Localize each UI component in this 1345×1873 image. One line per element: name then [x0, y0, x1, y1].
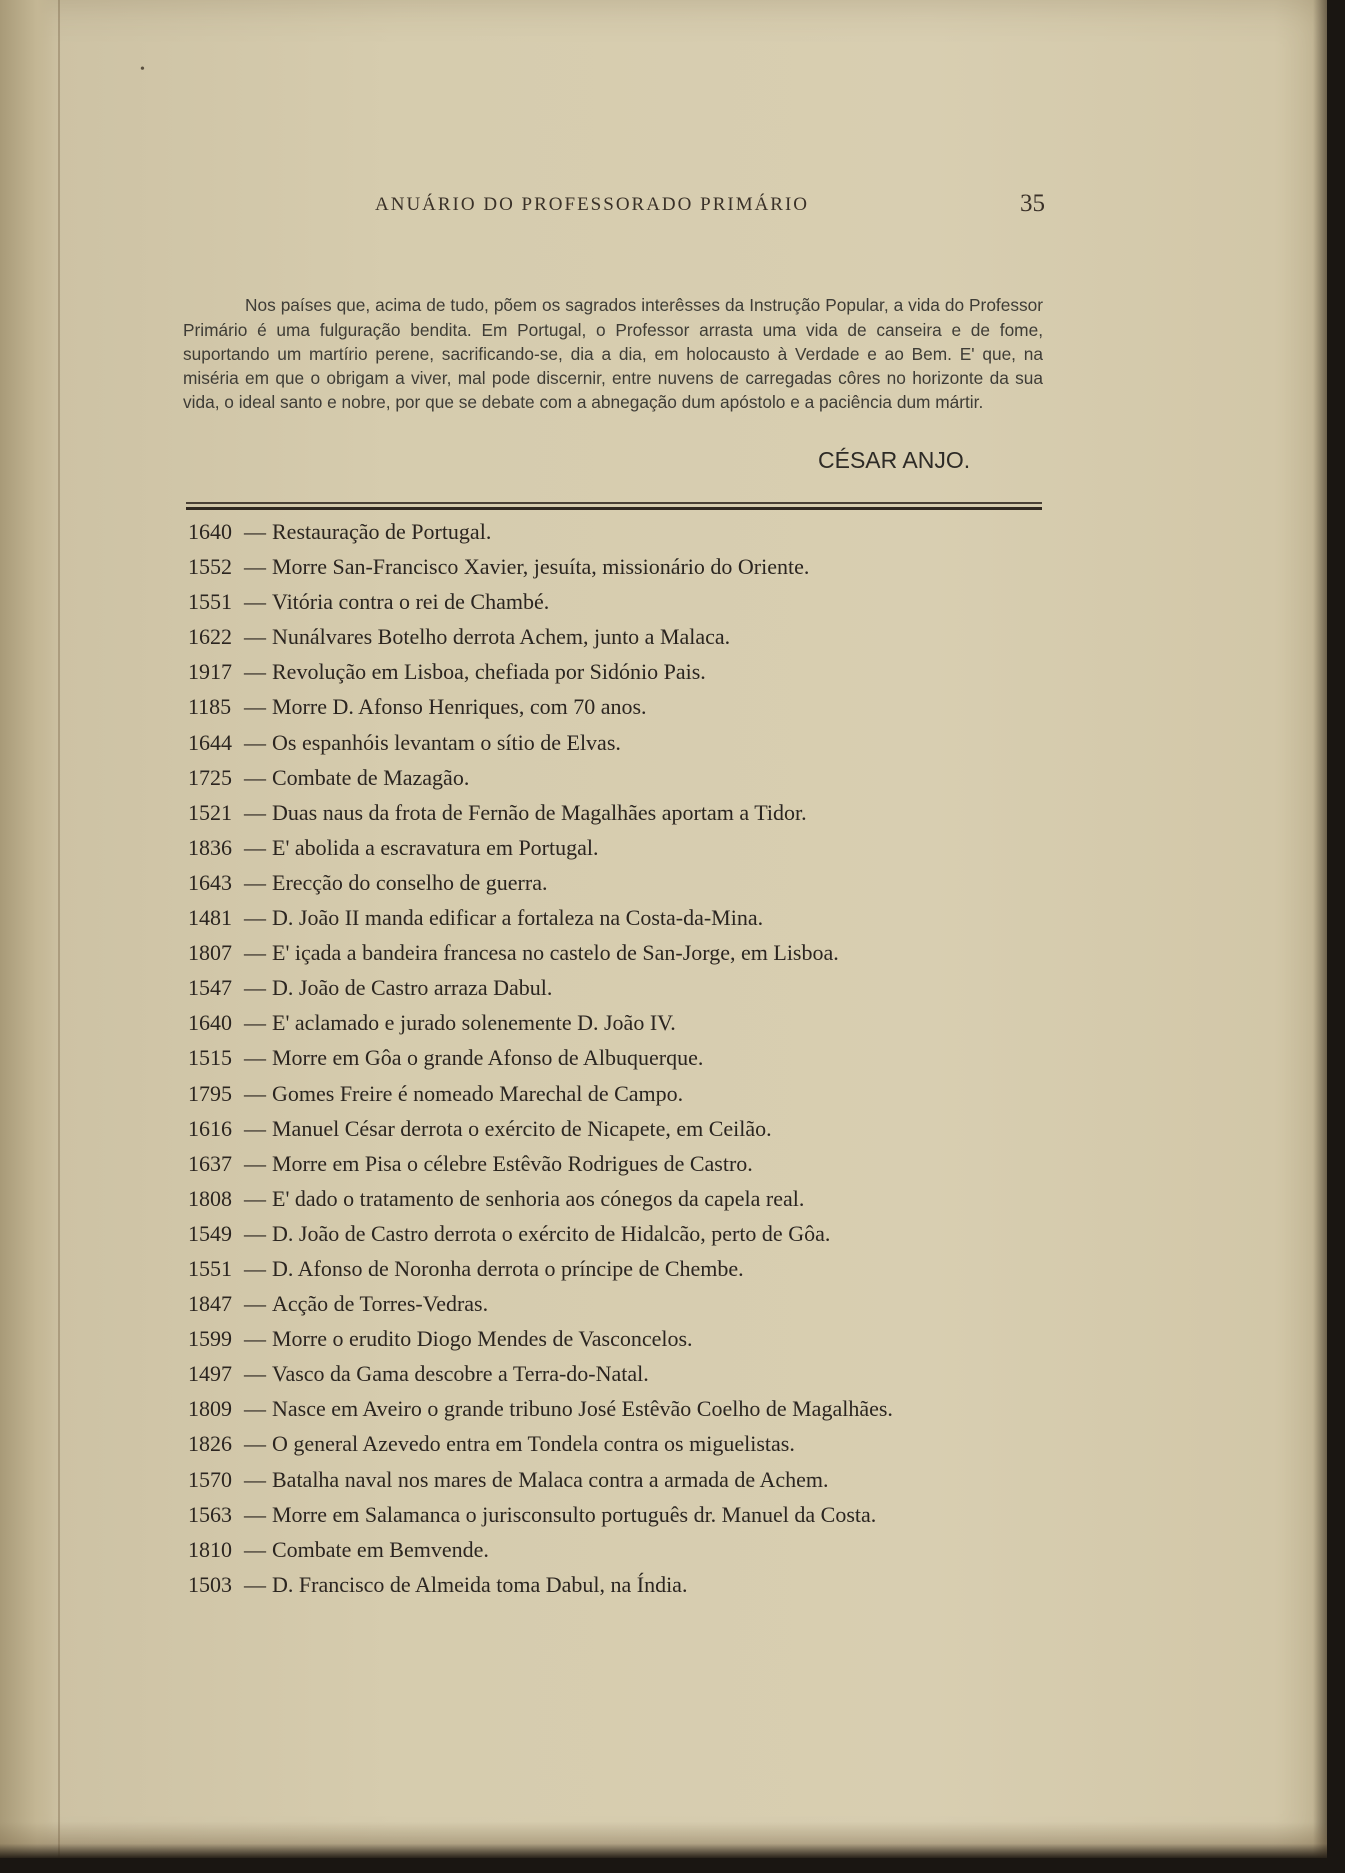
- event-dash: —: [244, 1536, 266, 1562]
- event-row: [188, 1076, 1078, 1111]
- event-row: [188, 514, 1078, 549]
- event-dash: —: [244, 1291, 266, 1317]
- event-year: 1795: [188, 1080, 232, 1106]
- event-text: Morre o erudito Diogo Mendes de Vasconcelos.: [272, 1326, 693, 1352]
- event-text: E' aclamado e jurado solenemente D. João IV.: [272, 1010, 676, 1036]
- event-year: 1807: [188, 940, 232, 966]
- event-row: [188, 795, 1078, 830]
- event-text: Morre D. Afonso Henriques, com 70 anos.: [272, 694, 647, 720]
- event-text: Nunálvares Botelho derrota Achem, junto a Malaca.: [272, 624, 731, 650]
- event-text: Morre San-Francisco Xavier, jesuíta, missionário do Oriente.: [272, 554, 810, 580]
- page-number: 35: [1020, 190, 1045, 217]
- event-year: 1185: [188, 694, 232, 720]
- page-bottom-edge: [0, 1822, 1327, 1858]
- event-year: 1640: [188, 519, 232, 544]
- event-dash: —: [244, 1220, 266, 1246]
- event-dash: —: [244, 940, 266, 966]
- event-text: Os espanhóis levantam o sítio de Elvas.: [272, 729, 621, 755]
- event-text: Restauração de Portugal.: [272, 519, 492, 544]
- event-year: 1808: [188, 1185, 232, 1211]
- event-row: [188, 830, 1078, 865]
- event-row: [188, 1146, 1078, 1181]
- event-year: 1622: [188, 624, 232, 650]
- event-dash: —: [244, 659, 266, 685]
- event-text: D. João de Castro arraza Dabul.: [272, 975, 553, 1001]
- event-text: D. João de Castro derrota o exército de Hidalcão, perto de Gôa.: [272, 1220, 831, 1246]
- event-year: 1547: [188, 975, 232, 1001]
- event-text: D. João II manda edificar a fortaleza na Costa-da-Mina.: [272, 905, 764, 931]
- event-text: Manuel César derrota o exército de Nicapete, em Ceilão.: [272, 1115, 772, 1141]
- event-row: [188, 1111, 1078, 1146]
- event-year: 1521: [188, 799, 232, 825]
- event-text: Duas naus da frota de Fernão de Magalhães aportam a Tidor.: [272, 799, 807, 825]
- event-dash: —: [244, 1571, 266, 1597]
- gutter-line: [58, 0, 60, 1858]
- event-text: Morre em Gôa o grande Afonso de Albuquerque.: [272, 1045, 704, 1071]
- event-dash: —: [244, 799, 266, 825]
- event-text: Revolução em Lisboa, chefiada por Sidónio Pais.: [272, 659, 706, 685]
- event-row: [188, 584, 1078, 619]
- event-year: 1826: [188, 1431, 232, 1457]
- event-dash: —: [244, 764, 266, 790]
- event-dash: —: [244, 1115, 266, 1141]
- event-dash: —: [244, 589, 266, 615]
- event-year: 1810: [188, 1536, 232, 1562]
- event-year: 1563: [188, 1501, 232, 1527]
- event-text: D. Afonso de Noronha derrota o príncipe de Chembe.: [272, 1255, 744, 1281]
- event-text: Combate de Mazagão.: [272, 764, 470, 790]
- events-list: [188, 514, 1078, 1602]
- event-text: E' içada a bandeira francesa no castelo de San-Jorge, em Lisboa.: [272, 940, 839, 966]
- event-row: [188, 1391, 1078, 1426]
- separator-rule: [186, 502, 1042, 510]
- event-row: [188, 1251, 1078, 1286]
- event-dash: —: [244, 1255, 266, 1281]
- event-row: [188, 1356, 1078, 1391]
- event-row: [188, 865, 1078, 900]
- event-text: O general Azevedo entra em Tondela contra os miguelistas.: [272, 1431, 795, 1457]
- event-year: 1570: [188, 1466, 232, 1492]
- event-dash: —: [244, 1396, 266, 1422]
- event-year: 1809: [188, 1396, 232, 1422]
- event-dash: —: [244, 1045, 266, 1071]
- event-dash: —: [244, 519, 266, 544]
- event-dash: —: [244, 1150, 266, 1176]
- event-dash: —: [244, 1326, 266, 1352]
- event-year: 1637: [188, 1150, 232, 1176]
- event-dash: —: [244, 1361, 266, 1387]
- event-text: Morre em Pisa o célebre Estêvão Rodrigues de Castro.: [272, 1150, 753, 1176]
- event-dash: —: [244, 869, 266, 895]
- event-year: 1640: [188, 1010, 232, 1036]
- event-dash: —: [244, 694, 266, 720]
- event-text: Acção de Torres-Vedras.: [272, 1291, 489, 1317]
- event-row: [188, 1181, 1078, 1216]
- event-row: [188, 900, 1078, 935]
- event-year: 1503: [188, 1571, 232, 1597]
- event-year: 1481: [188, 905, 232, 931]
- event-text: Gomes Freire é nomeado Marechal de Campo.: [272, 1080, 684, 1106]
- event-year: 1643: [188, 869, 232, 895]
- event-text: Combate em Bemvende.: [272, 1536, 489, 1562]
- event-text: D. Francisco de Almeida toma Dabul, na Índia.: [272, 1571, 688, 1597]
- event-year: 1616: [188, 1115, 232, 1141]
- event-dash: —: [244, 1185, 266, 1211]
- quote-author: CÉSAR ANJO.: [818, 447, 971, 473]
- event-row: [188, 689, 1078, 724]
- event-year: 1847: [188, 1291, 232, 1317]
- event-year: 1917: [188, 659, 232, 685]
- event-text: E' dado o tratamento de senhoria aos cónegos da capela real.: [272, 1185, 805, 1211]
- event-dash: —: [244, 1431, 266, 1457]
- event-dash: —: [244, 975, 266, 1001]
- event-year: 1515: [188, 1045, 232, 1071]
- event-row: [188, 654, 1078, 689]
- event-text: Vitória contra o rei de Chambé.: [272, 589, 550, 615]
- event-row: [188, 1286, 1078, 1321]
- quote-paragraph: Nos países que, acima de tudo, põem os sagrados interêsses da Instrução Popular, a vida do Professor Primário é uma fulguração bendita. Em Portugal, o Professor arrasta uma vida de canseira e de fome, suportando um martírio perene, sacrificando-se, dia a dia, em holocausto à Verdade e ao Bem. E' que, na miséria em que o obrigam a viver, mal pode discernir, entre nuvens de carregadas côres no horizonte da sua vida, o ideal santo e nobre, por que se debate com a abnegação dum apóstolo e a paciência dum mártir.: [183, 295, 1043, 413]
- event-row: [188, 935, 1078, 970]
- event-year: 1552: [188, 554, 232, 580]
- page-right-edge: [1313, 0, 1327, 1858]
- event-dash: —: [244, 624, 266, 650]
- event-row: [188, 760, 1078, 795]
- event-dash: —: [244, 554, 266, 580]
- event-year: 1497: [188, 1361, 232, 1387]
- event-row: [188, 549, 1078, 584]
- event-text: Nasce em Aveiro o grande tribuno José Estêvão Coelho de Magalhães.: [272, 1396, 893, 1422]
- event-row: [188, 1567, 1078, 1602]
- event-row: [188, 725, 1078, 760]
- event-dash: —: [244, 905, 266, 931]
- event-row: [188, 1216, 1078, 1251]
- running-title: ANUÁRIO DO PROFESSORADO PRIMÁRIO: [375, 194, 810, 215]
- event-row: [188, 1040, 1078, 1075]
- event-row: [188, 1532, 1078, 1567]
- event-row: [188, 1321, 1078, 1356]
- event-row: [188, 970, 1078, 1005]
- event-dash: —: [244, 834, 266, 860]
- event-row: [188, 1497, 1078, 1532]
- event-row: [188, 619, 1078, 654]
- event-year: 1599: [188, 1326, 232, 1352]
- page-spine-shadow: [0, 0, 62, 1858]
- event-dash: —: [244, 1010, 266, 1036]
- event-year: 1551: [188, 589, 232, 615]
- event-year: 1836: [188, 834, 232, 860]
- paper-speck: •: [140, 62, 145, 77]
- event-year: 1549: [188, 1220, 232, 1246]
- event-dash: —: [244, 1080, 266, 1106]
- event-year: 1551: [188, 1255, 232, 1281]
- event-text: E' abolida a escravatura em Portugal.: [272, 834, 599, 860]
- event-dash: —: [244, 1501, 266, 1527]
- event-dash: —: [244, 1466, 266, 1492]
- event-row: [188, 1462, 1078, 1497]
- page-header: [375, 190, 1045, 222]
- event-text: Morre em Salamanca o jurisconsulto português dr. Manuel da Costa.: [272, 1501, 877, 1527]
- event-year: 1644: [188, 729, 232, 755]
- event-row: [188, 1005, 1078, 1040]
- event-row: [188, 1426, 1078, 1461]
- event-text: Erecção do conselho de guerra.: [272, 869, 548, 895]
- event-year: 1725: [188, 764, 232, 790]
- event-dash: —: [244, 729, 266, 755]
- event-text: Vasco da Gama descobre a Terra-do-Natal.: [272, 1361, 649, 1387]
- event-text: Batalha naval nos mares de Malaca contra a armada de Achem.: [272, 1466, 829, 1492]
